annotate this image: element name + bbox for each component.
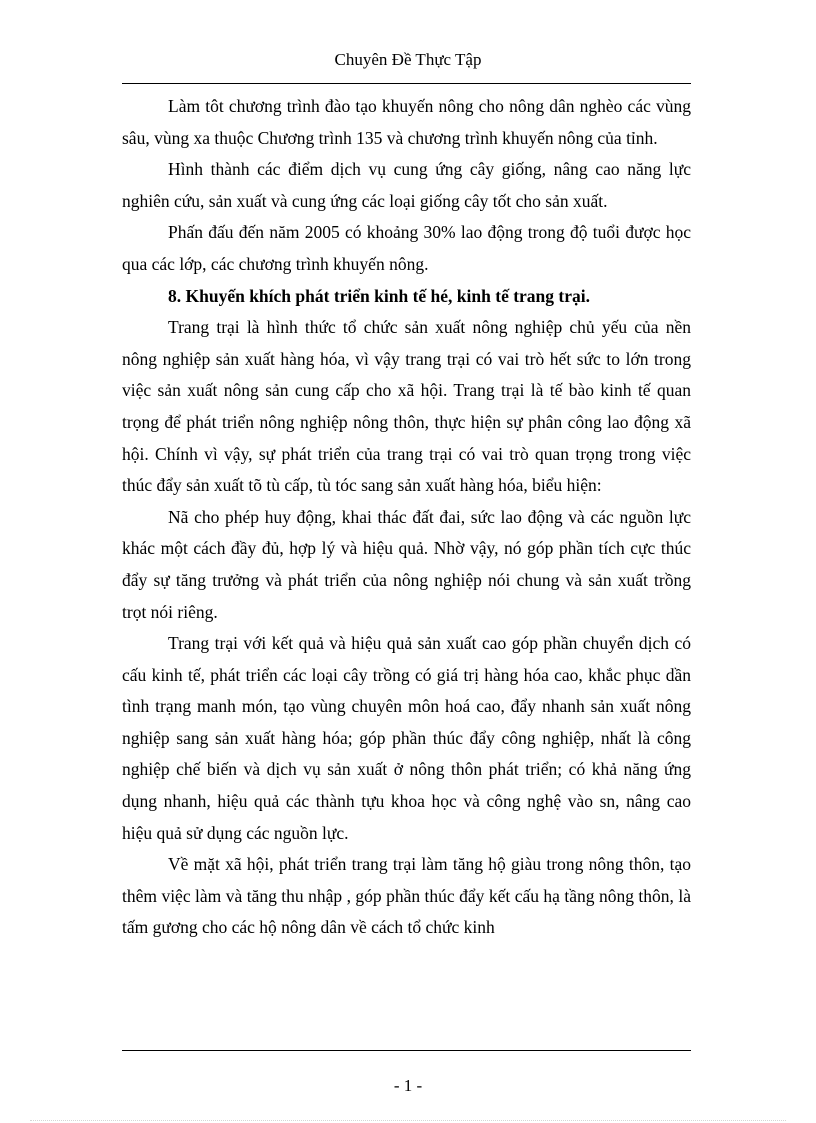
page-number: - 1 - [393,1076,423,1095]
document-body [122,91,691,944]
paragraph: Nã cho phép huy động, khai thác đất đai, sức lao động và các nguồn lực khác một cách đầy đủ, hợp lý và hiệu quả. Nhờ vậy, nó góp phần tích cực thúc đẩy sự tăng trưởng và phát triển của nông nghiệp nói chung và sản xuất trồng trọt nói riêng. [122,506,691,622]
footer-rule [122,1050,691,1051]
page-edge-divider [30,1120,786,1121]
paragraph: Làm tôt chương trình đào tạo khuyến nông cho nông dân nghèo các vùng sâu, vùng xa thuộc Chương trình 135 và chương trình khuyến nông của tỉnh. [122,96,691,148]
paragraph: Về mặt xã hội, phát triển trang trại làm tăng hộ giàu trong nông thôn, tạo thêm việc làm và tăng thu nhập , góp phần thúc đẩy kết cấu hạ tầng nông thôn, là tấm gương cho các hộ nông dân về cách tổ chức kinh [122,854,691,938]
page-header-title: Chuyên Đề Thực Tập [334,50,482,69]
section-heading: 8. Khuyến khích phát triển kinh tế hé, kinh tế trang trại. [168,285,590,306]
paragraph: Trang trại với kết quả và hiệu quả sản xuất cao góp phần chuyển dịch có cấu kinh tế, phát triển các loại cây trồng có giá trị hàng hóa cao, khắc phục dần tình trạng manh món, tạo vùng chuyên môn hoá cao, đẩy nhanh sản xuất nông nghiệp sang sản xuất hàng hóa; góp phần thúc đẩy công nghiệp, nhất là công nghiệp chế biến và dịch vụ sản xuất ở nông thôn phát triển; có khả năng ứng dụng nhanh, hiệu quả các thành tựu khoa học và công nghệ vào sn, nâng cao hiệu quả sử dụng các nguồn lực. [122,633,691,843]
paragraph: Trang trại là hình thức tổ chức sản xuất nông nghiệp chủ yếu của nền nông nghiệp sản xuất hàng hóa, vì vậy trang trại có vai trò hết sức to lớn trong việc sản xuất nông sản cung cấp cho xã hội. Trang trại là tế bào kinh tế quan trọng để phát triển nông nghiệp nông thôn, thực hiện sự phân công lao động xã hội. Chính vì vậy, sự phát triển của trang trại có vai trò quan trọng trong việc thúc đẩy sản xuất tõ tù cấp, tù tóc sang sản xuất hàng hóa, biểu hiện: [122,317,691,496]
paragraph: Hình thành các điểm dịch vụ cung ứng cây giống, nâng cao năng lực nghiên cứu, sản xuất và cung ứng các loại giống cây tốt cho sản xuất. [122,159,691,211]
paragraph: Phấn đấu đến năm 2005 có khoảng 30% lao động trong độ tuổi được học qua các lớp, các chương trình khuyến nông. [122,222,691,274]
header-rule [122,83,691,84]
